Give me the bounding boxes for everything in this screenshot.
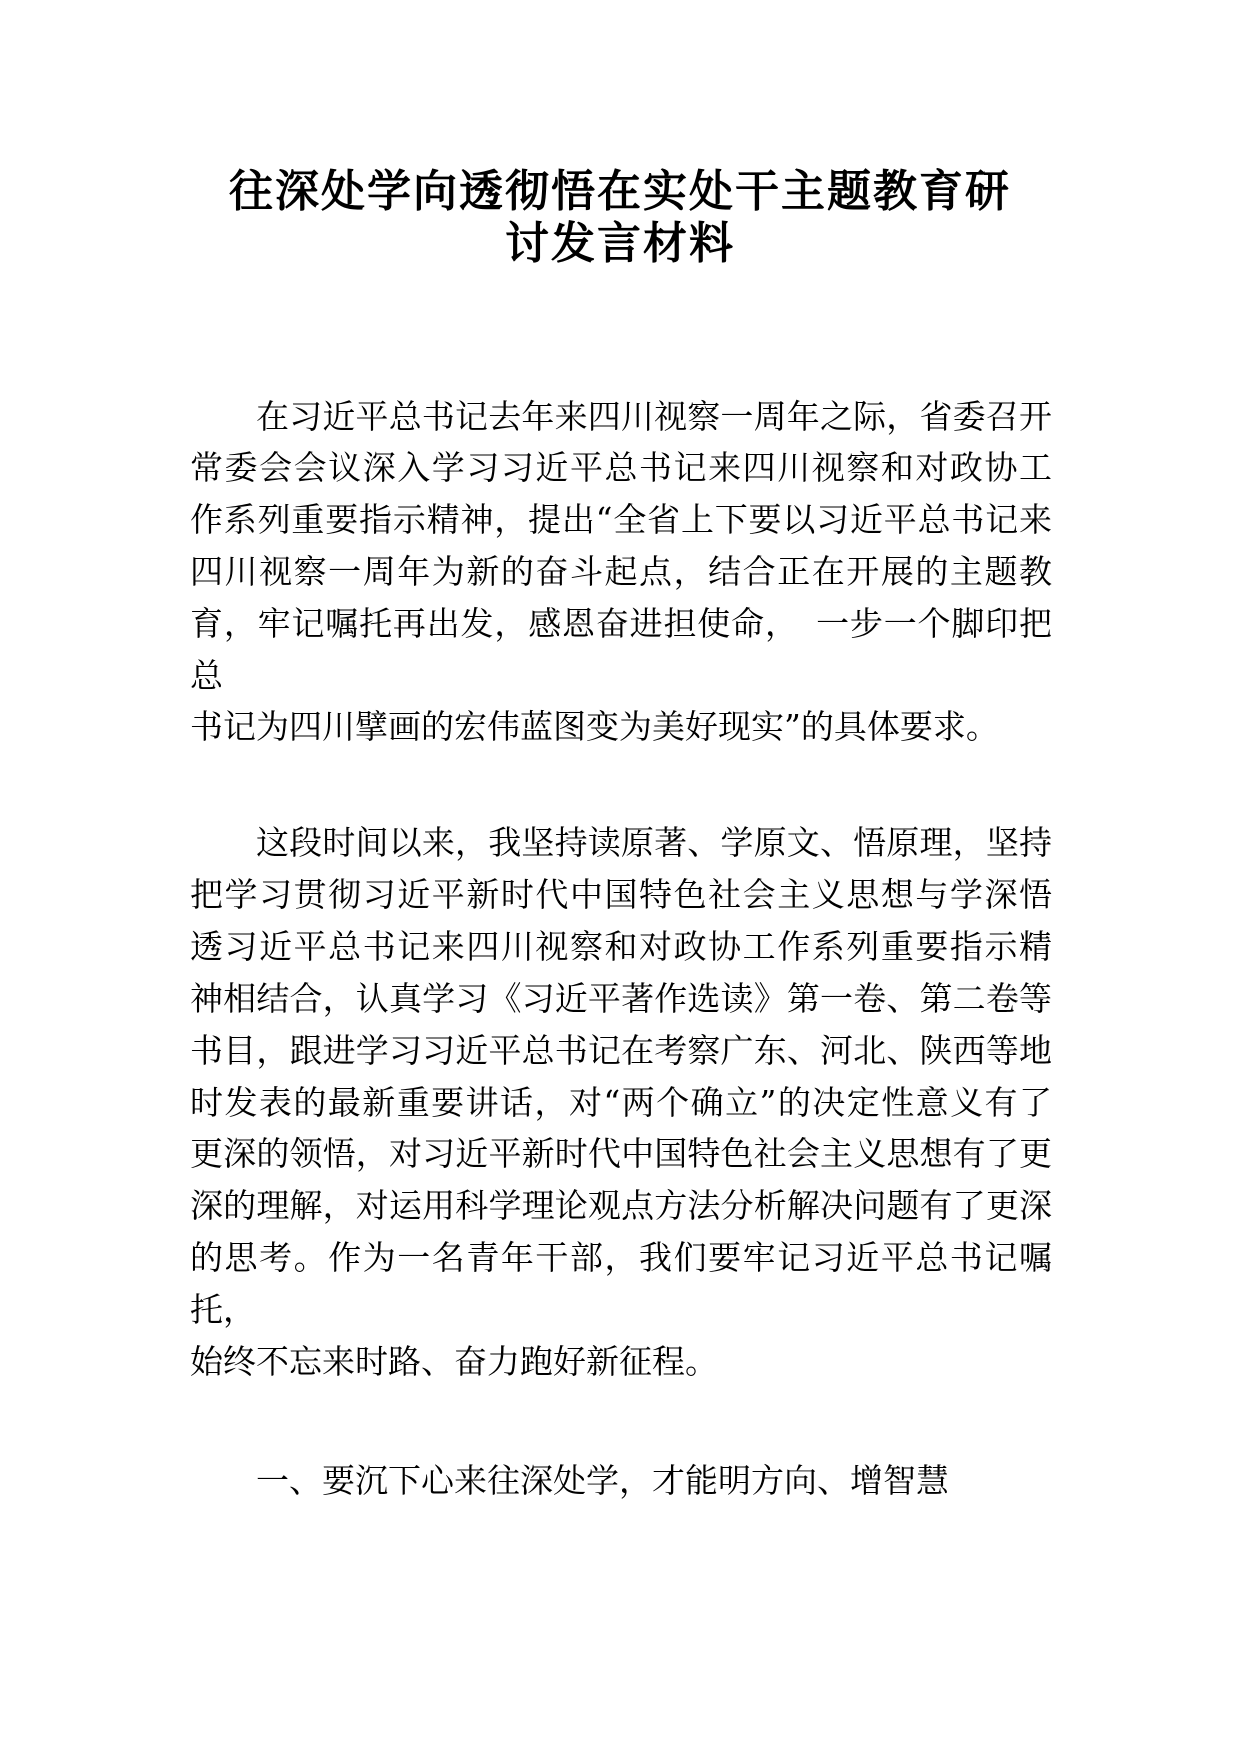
paragraph-2-line-5: 书目，跟进学习习近平总书记在考察广东、河北、陕西等地: [190, 1031, 1052, 1070]
paragraph-1-line-6: 总: [190, 656, 223, 695]
paragraph-2-line-8: 深的理解，对运用科学理论观点方法分析解决问题有了更深: [190, 1186, 1052, 1225]
paragraph-2-line-1: 这段时间以来，我坚持读原著、学原文、悟原理，坚持: [256, 823, 1052, 862]
paragraph-2-line-10: 托，: [190, 1290, 256, 1329]
paragraph-2-line-9: 的思考。作为一名青年干部，我们要牢记习近平总书记嘱: [190, 1238, 1052, 1277]
paragraph-2-line-4: 神相结合，认真学习《习近平著作选读》第一卷、第二卷等: [190, 979, 1052, 1018]
paragraph-2-line-7: 更深的领悟，对习近平新时代中国特色社会主义思想有了更: [190, 1134, 1052, 1173]
paragraph-2-line-6: 时发表的最新重要讲话，对“两个确立”的决定性意义有了: [190, 1083, 1052, 1122]
paragraph-2-line-3: 透习近平总书记来四川视察和对政协工作系列重要指示精: [190, 927, 1052, 966]
paragraph-1-line-4: 四川视察一周年为新的奋斗起点，结合正在开展的主题教: [190, 552, 1052, 591]
section-heading: 一、要沉下心来往深处学，才能明方向、增智慧: [256, 1461, 949, 1500]
paragraph-1-line-3: 作系列重要指示精神，提出“全省上下要以习近平总书记来: [190, 500, 1052, 539]
paragraph-1-line-2: 常委会会议深入学习习近平总书记来四川视察和对政协工: [190, 448, 1052, 487]
document-title-line-1: 往深处学向透彻悟在实处干主题教育研: [229, 166, 1011, 217]
document-title-line-2: 讨发言材料: [505, 218, 735, 269]
paragraph-1-line-5: 育，牢记嘱托再出发，感恩奋进担使命， 一步一个脚印把: [190, 604, 1052, 643]
paragraph-1-line-1: 在习近平总书记去年来四川视察一周年之际，省委召开: [256, 397, 1052, 436]
paragraph-2-line-11: 始终不忘来时路、奋力跑好新征程。: [190, 1342, 718, 1381]
paragraph-2-line-2: 把学习贯彻习近平新时代中国特色社会主义思想与学深悟: [190, 875, 1052, 914]
paragraph-1-line-7: 书记为四川擘画的宏伟蓝图变为美好现实”的具体要求。: [190, 707, 999, 746]
